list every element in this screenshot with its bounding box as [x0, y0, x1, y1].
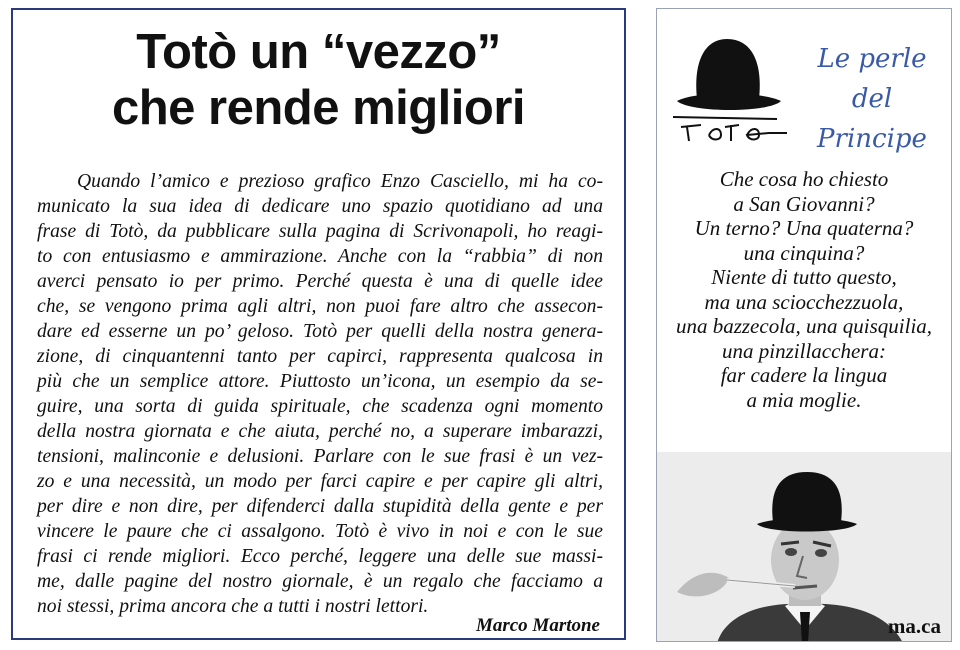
- quote-line: Che cosa ho chiesto: [719, 167, 889, 191]
- article-body: [37, 169, 603, 619]
- quote-line: una pinzillacchera:: [722, 338, 886, 363]
- article-title-line: che rende migliori: [111, 81, 526, 135]
- article-author: Marco Martone: [475, 615, 600, 636]
- body-line: dare ed esserne un po’ geloso. Totò per quelli della nostra genera-: [37, 321, 603, 342]
- body-line: to con entusiasmo e ammirazione. Anche con la “rabbia” di non: [37, 246, 603, 267]
- quote-line: Niente di tutto questo,: [711, 265, 897, 289]
- photo-credit: ma.ca: [887, 614, 941, 638]
- article-title: [13, 24, 624, 136]
- quote-line: a San Giovanni?: [733, 191, 875, 216]
- body-line: Quando l’amico e prezioso grafico Enzo Casciello, mi ha co-: [77, 171, 603, 192]
- body-line: frase di Totò, da pubblicare sulla pagina di Scrivonapoli, ho reagi-: [37, 221, 603, 242]
- quote-line: una bazzecola, una quisquilia,: [675, 314, 933, 338]
- quote-line: una cinquina?: [743, 240, 865, 265]
- quote-line: a mia moglie.: [746, 387, 862, 412]
- body-line: tensioni, malinconie e delusioni. Parlare con le sue frasi è un vez-: [37, 446, 603, 467]
- brand-line: del Principe: [817, 84, 927, 154]
- quote-sidebar: [656, 8, 952, 642]
- body-line: zo e una necessità, un modo per farci capire e per capire gli altri,: [37, 471, 603, 492]
- body-line: della nostra giornata e che aiuta, perché no, a superare imbarazzi,: [37, 421, 603, 442]
- article-panel: [11, 8, 626, 640]
- article-title-line: Totò un “vezzo”: [136, 25, 501, 79]
- brand-title: [797, 39, 947, 159]
- quote-line: Un terno? Una quaterna?: [694, 216, 914, 240]
- body-line: guire, una sorta di guida spirituale, che scadenza ogni momento: [37, 396, 603, 417]
- body-line: noi stessi, prima ancora che a tutti i nostri lettori.: [37, 596, 429, 617]
- quote-line: far cadere la lingua: [720, 363, 888, 387]
- quote-line: ma una sciocchezzuola,: [704, 289, 904, 314]
- body-line: me, dalle pagine del nostro giornale, è un regalo che facciamo a: [37, 571, 603, 592]
- brand-line: Le perle: [817, 44, 927, 74]
- bowler-hat-logo-icon: [665, 21, 795, 151]
- body-line: frasi ci rende migliori. Ecco perché, leggere una delle sue massi-: [37, 546, 603, 567]
- body-line: vincere le paure che ci assalgono. Totò è vivo in noi e con le sue: [37, 521, 603, 542]
- body-line: più che un semplice attore. Piuttosto un’icona, un esempio da se-: [37, 371, 603, 392]
- body-line: per dire e non dire, per difenderci dalla stupidità della gente e per: [37, 496, 603, 517]
- body-line: zione, di cinquantenni tanto per capirci, rappresenta qualcosa in: [37, 346, 603, 367]
- body-line: municato la sua idea di dedicare uno spazio quotidiano ad una: [37, 196, 603, 217]
- body-line: che, se vengono prima agli altri, non puoi fare altro che assecon-: [37, 296, 603, 317]
- body-line: averci pensato io per primo. Perché questa è una di quelle idee: [37, 271, 603, 292]
- toto-quote: [657, 167, 951, 412]
